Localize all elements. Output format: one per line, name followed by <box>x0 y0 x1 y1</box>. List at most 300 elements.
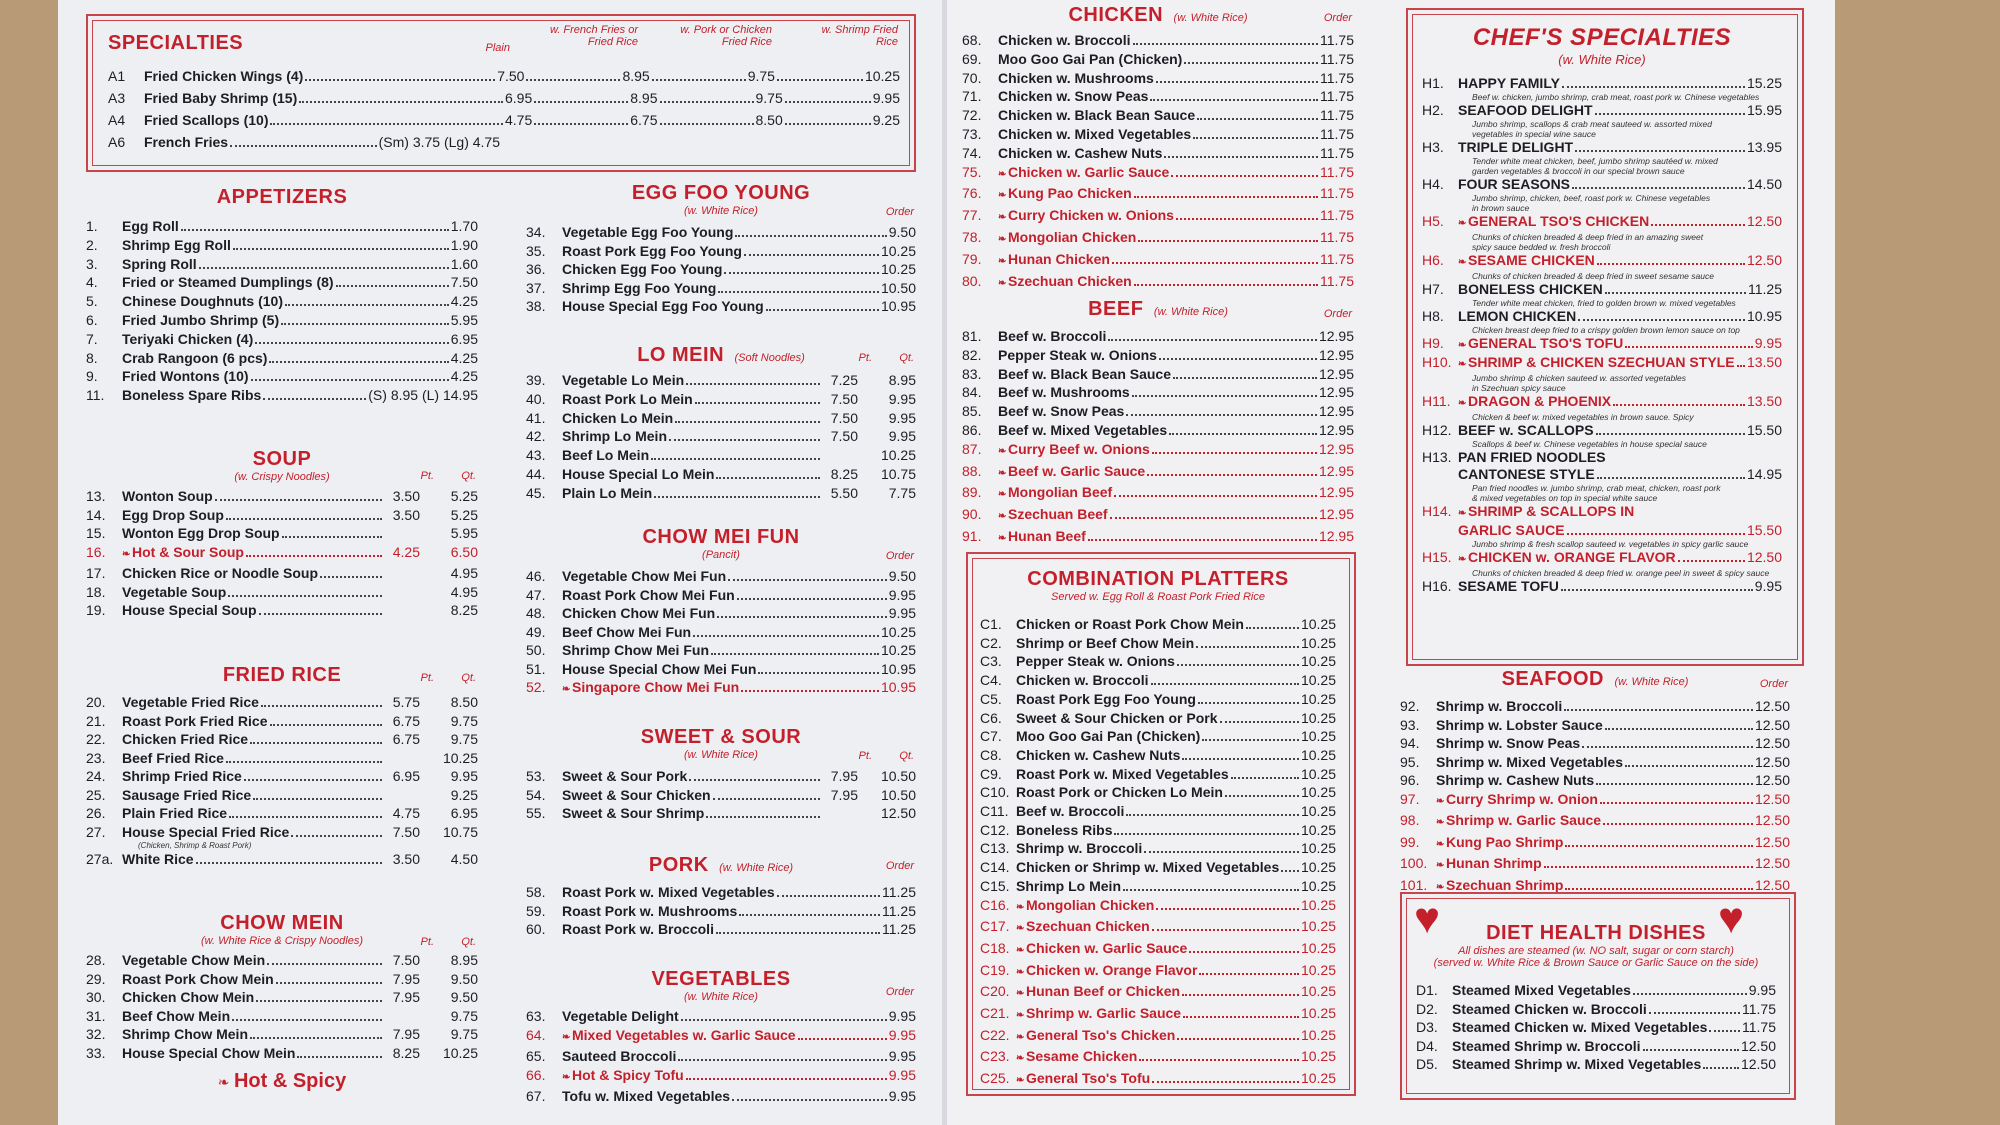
dot-leader <box>1176 218 1318 220</box>
menu-item-row <box>980 1047 1336 1069</box>
dot-leader <box>1199 973 1299 975</box>
item-price: 11.75 <box>1320 250 1354 267</box>
menu-item-row <box>962 228 1354 250</box>
item-price: 12.95 <box>1318 346 1354 363</box>
menu-item-row <box>1422 281 1782 298</box>
chili-icon: ❧ <box>1458 508 1467 519</box>
item-name-text: Moo Goo Gai Pan (Chicken) <box>1016 728 1201 745</box>
item-name <box>998 483 1112 505</box>
item-price: 12.50 <box>1754 876 1790 893</box>
dot-leader <box>686 1078 887 1080</box>
item-number: 30. <box>86 989 106 1005</box>
menu-item-row <box>526 1026 916 1048</box>
item-name <box>562 390 693 409</box>
menu-item-row <box>526 446 916 465</box>
menu-item-row <box>1416 1037 1776 1056</box>
sweet-sour-title: SWEET & SOUR <box>640 726 802 748</box>
menu-item-row <box>108 65 900 87</box>
menu-item-row <box>526 409 916 428</box>
item-name <box>1436 697 1562 716</box>
menu-item-row <box>962 69 1354 88</box>
item-name <box>122 524 280 543</box>
item-price: 10.25 <box>1300 765 1336 782</box>
specialties-list <box>108 65 900 153</box>
item-number: 31. <box>86 1007 106 1024</box>
dot-leader <box>246 555 382 557</box>
item-name-text: General Tso's Tofu <box>1026 1070 1151 1087</box>
item-name-text: Mongolian Beef <box>1008 484 1113 501</box>
item-price: 4.25 <box>450 293 478 310</box>
seafood-col: Order <box>1759 678 1788 690</box>
item-price: 10.25 <box>864 68 900 84</box>
item-name <box>998 327 1106 346</box>
item-price-pt: 7.95 <box>392 989 420 1005</box>
item-description: & mixed vegetables on top in special white sauce <box>1472 493 1658 503</box>
item-number: 51. <box>526 660 546 677</box>
item-price: 12.50 <box>1754 833 1790 850</box>
item-name-continued: GARLIC SAUCE <box>1458 522 1565 538</box>
item-name <box>998 31 1131 50</box>
dot-leader <box>1110 517 1317 519</box>
item-name <box>998 421 1167 440</box>
chili-icon: ❧ <box>1436 795 1445 807</box>
menu-item-row <box>1422 393 1782 412</box>
item-name <box>122 730 248 749</box>
dot-leader <box>1108 339 1317 341</box>
chili-icon: ❧ <box>1458 398 1467 409</box>
item-number: 55. <box>526 805 546 821</box>
fried-rice-col-qt: Qt. <box>461 672 476 684</box>
item-number: C16. <box>980 896 1010 913</box>
item-price: 10.25 <box>1300 803 1336 820</box>
dot-leader <box>226 761 382 763</box>
item-price: 11.25 <box>882 902 916 919</box>
item-price: 11.75 <box>1742 1000 1776 1017</box>
item-name-text: House Special Chow Mein <box>122 1044 296 1061</box>
item-price-qt: 9.50 <box>450 970 478 987</box>
item-number: 81. <box>962 328 982 344</box>
lo-mein-subtitle: (Soft Noodles) <box>734 352 805 364</box>
menu-item-row <box>962 365 1354 384</box>
item-name <box>1436 854 1542 876</box>
item-name-text: Steamed Mixed Vegetables <box>1452 982 1631 998</box>
diet-subtitle-2: (served w. White Rice & Brown Sauce or Garlic Sauce on the side) <box>1433 957 1759 969</box>
menu-item-row <box>86 1044 478 1063</box>
chili-icon: ❧ <box>998 233 1007 245</box>
item-number: 19. <box>86 602 106 618</box>
item-name-text: Shrimp Chow Mein <box>122 1026 248 1042</box>
item-price: 9.75 <box>747 68 775 84</box>
chili-icon: ❧ <box>1458 218 1467 229</box>
item-name-text: Kung Pao Chicken <box>1008 185 1132 202</box>
dot-leader <box>1600 802 1753 804</box>
item-name-text: Beef w. Black Bean Sauce <box>998 365 1172 382</box>
appetizers-list <box>86 217 478 405</box>
dot-leader <box>1567 533 1745 535</box>
item-price: 10.25 <box>1300 821 1336 838</box>
item-name <box>122 564 318 583</box>
item-price: 11.75 <box>1320 107 1354 124</box>
item-name <box>1458 549 1676 568</box>
item-name-text: TRIPLE DELIGHT <box>1458 139 1574 155</box>
specialties-col-shrimp: w. Shrimp Fried Rice <box>821 24 898 48</box>
dot-leader <box>1138 240 1318 242</box>
chili-icon: ❧ <box>1016 901 1025 913</box>
dot-leader <box>744 254 879 256</box>
vegetables-list <box>526 1007 916 1106</box>
dot-leader <box>229 816 382 818</box>
item-name <box>1016 615 1244 634</box>
item-name-text: Vegetable Soup <box>122 583 227 600</box>
dot-leader <box>681 1019 887 1021</box>
menu-item-row <box>526 786 916 805</box>
lo-mein-section <box>526 344 916 503</box>
menu-item-row <box>1416 981 1776 1000</box>
menu-item-row <box>962 527 1354 549</box>
item-name-text: Szechuan Chicken <box>1026 918 1150 935</box>
item-name-text: Hunan Beef or Chicken <box>1026 983 1181 1000</box>
item-price-qt: 6.95 <box>450 805 478 821</box>
menu-item-row <box>1400 790 1790 812</box>
item-name-text: Boneless Spare Ribs <box>122 387 262 404</box>
dot-leader <box>739 914 880 916</box>
chili-icon: ❧ <box>998 467 1007 479</box>
item-name <box>562 297 764 316</box>
dot-leader <box>320 576 382 578</box>
item-name <box>122 823 289 842</box>
item-name-text: Egg Drop Soup <box>122 506 224 523</box>
item-number: 84. <box>962 384 982 401</box>
item-number: 28. <box>86 952 106 968</box>
item-price: 12.95 <box>1318 506 1354 523</box>
menu-item-row <box>962 125 1354 144</box>
item-number: 22. <box>86 731 106 747</box>
item-number: C17. <box>980 918 1010 935</box>
item-name-text: Roast Pork Fried Rice <box>122 712 268 729</box>
dot-leader <box>737 598 887 600</box>
menu-item-row <box>1422 102 1782 119</box>
item-number: H6. <box>1422 252 1444 268</box>
item-number: 25. <box>86 786 106 803</box>
menu-item-row <box>86 988 478 1007</box>
item-price: 15.95 <box>1746 102 1782 118</box>
item-price: 13.95 <box>1746 139 1782 155</box>
menu-item-row <box>526 371 916 390</box>
item-name-text: SESAME CHICKEN <box>1468 252 1595 268</box>
menu-item-row <box>962 184 1354 206</box>
dot-leader <box>261 705 382 707</box>
item-price: 9.50 <box>888 224 916 240</box>
menu-item-row <box>86 543 478 565</box>
item-name-text: FOUR SEASONS <box>1458 176 1571 192</box>
menu-item-row <box>980 690 1336 709</box>
item-price-qt: 10.50 <box>880 786 916 803</box>
dot-leader <box>1126 414 1317 416</box>
item-name <box>998 250 1110 272</box>
hot-spicy-legend-label: Hot & Spicy <box>233 1070 347 1092</box>
item-number: C22. <box>980 1026 1010 1043</box>
item-number: 26. <box>86 805 106 821</box>
item-name-text: Roast Pork Chow Mein <box>122 970 274 987</box>
item-price: 9.75 <box>755 90 783 106</box>
menu-item-row <box>526 623 916 642</box>
chow-mein-col-pt: Pt. <box>420 936 434 948</box>
item-name <box>122 255 197 274</box>
item-price: 9.95 <box>1754 335 1782 351</box>
dot-leader <box>259 613 382 615</box>
menu-item-row <box>86 730 478 749</box>
item-number: C23. <box>980 1048 1010 1065</box>
item-name-text: Roast Pork Lo Mein <box>562 390 693 407</box>
item-name-text: Beef w. Snow Peas <box>998 403 1125 420</box>
item-number: 11. <box>86 387 105 404</box>
item-description: garden vegetables & broccoli in our special brown sauce <box>1472 166 1685 176</box>
dot-leader <box>1625 346 1752 348</box>
item-price-qt: 10.25 <box>880 447 916 464</box>
menu-item-row <box>980 982 1336 1004</box>
dot-leader <box>255 342 449 344</box>
item-price: 12.50 <box>1740 1037 1776 1054</box>
item-price: 10.25 <box>1300 918 1336 935</box>
dot-leader <box>228 595 382 597</box>
item-number: H4. <box>1422 176 1444 192</box>
item-name <box>122 506 224 525</box>
menu-item-row <box>962 346 1354 365</box>
dot-leader <box>1151 683 1299 685</box>
item-name <box>998 527 1086 549</box>
item-name <box>1436 833 1563 855</box>
item-name-text: Beef Chow Mein <box>122 1007 231 1024</box>
item-price: 14.95 <box>1746 466 1782 482</box>
item-price: 10.25 <box>880 261 916 277</box>
item-name-text: Roast Pork or Chicken Lo Mein <box>1016 784 1223 801</box>
item-name <box>122 386 261 405</box>
item-name <box>1016 982 1180 1004</box>
item-number: 20. <box>86 694 106 710</box>
item-number: C12. <box>980 821 1010 838</box>
item-name <box>562 446 649 465</box>
item-number: C3. <box>980 653 1002 670</box>
item-name-text: Beef w. Broccoli <box>998 328 1107 344</box>
item-name-text: Pepper Steak w. Onions <box>1016 653 1175 670</box>
item-price-qt: 6.50 <box>450 543 478 560</box>
dot-leader <box>660 123 754 125</box>
item-price: 10.25 <box>1300 634 1336 651</box>
item-price: 10.25 <box>1300 690 1336 707</box>
dot-leader <box>1595 113 1745 115</box>
dot-leader <box>1132 395 1317 397</box>
chili-icon: ❧ <box>122 548 131 560</box>
dot-leader <box>1578 319 1745 321</box>
item-name-text: Roast Pork w. Mixed Vegetables <box>562 884 775 900</box>
item-name <box>1016 802 1124 821</box>
menu-item-row <box>86 273 478 292</box>
item-number: 93. <box>1400 716 1420 733</box>
dot-leader <box>230 145 377 147</box>
item-name <box>1016 783 1223 802</box>
item-price: 13.50 <box>1746 354 1782 370</box>
menu-fold <box>942 0 947 1125</box>
dot-leader <box>256 1000 382 1002</box>
item-price-qt: 4.50 <box>450 851 478 867</box>
item-name <box>998 365 1171 384</box>
chow-mein-col-qt: Qt. <box>461 936 476 948</box>
dot-leader <box>1582 746 1753 748</box>
item-price: 1.70 <box>450 218 478 234</box>
item-number: C7. <box>980 728 1002 745</box>
dot-leader <box>1625 765 1753 767</box>
item-price: 12.95 <box>1318 484 1354 501</box>
item-number: 92. <box>1400 698 1420 714</box>
item-name: Fried Scallops (10) <box>144 112 269 128</box>
menu-item-row <box>980 746 1336 765</box>
menu-item-row <box>86 311 478 330</box>
item-number: 67. <box>526 1088 546 1104</box>
dot-leader <box>1152 452 1317 454</box>
menu-item-row <box>1422 335 1782 354</box>
item-name <box>122 693 259 712</box>
item-name <box>1452 981 1631 1000</box>
item-price-qt: 9.75 <box>450 731 478 747</box>
item-price: 10.95 <box>880 298 916 314</box>
menu-item-row <box>86 349 478 368</box>
item-name-text: House Special Fried Rice <box>122 823 290 840</box>
item-name-text: Beef w. Garlic Sauce <box>1008 462 1146 479</box>
chili-icon: ❧ <box>998 212 1007 224</box>
dot-leader <box>1177 664 1299 666</box>
menu-item-row <box>962 206 1354 228</box>
dot-leader <box>1189 951 1299 953</box>
soup-list <box>86 487 478 620</box>
item-name-text: Steamed Chicken w. Mixed Vegetables <box>1452 1019 1708 1035</box>
item-price-pt: 4.75 <box>392 805 420 821</box>
item-price-pt: 7.50 <box>830 409 858 426</box>
dot-leader <box>1643 1049 1739 1051</box>
item-name-text: House Special Soup <box>122 602 257 618</box>
menu-item-row <box>962 272 1354 294</box>
item-price: 15.25 <box>1746 75 1782 91</box>
item-name <box>1016 917 1150 939</box>
item-number: 36. <box>526 261 546 277</box>
item-name <box>1458 176 1570 193</box>
dot-leader <box>251 379 449 381</box>
seafood-list <box>1400 697 1790 897</box>
item-price: 10.25 <box>880 623 916 640</box>
item-number: H11. <box>1422 393 1451 409</box>
item-number: 63. <box>526 1008 546 1024</box>
item-price-qt: 9.95 <box>888 428 916 445</box>
menu-item-row <box>1400 734 1790 753</box>
item-number: 15. <box>86 525 106 541</box>
menu-item-row <box>1400 771 1790 790</box>
item-number: 1. <box>86 218 98 234</box>
item-price: 15.50 <box>1746 522 1782 538</box>
item-number: 21. <box>86 712 106 729</box>
item-price: 4.75 <box>505 112 533 128</box>
item-name <box>1016 821 1112 840</box>
item-name <box>998 50 1182 69</box>
item-name <box>122 804 227 823</box>
soup-col-qt: Qt. <box>461 470 476 482</box>
item-name-text: Mongolian Chicken <box>1026 896 1155 913</box>
item-name <box>562 1007 679 1026</box>
menu-item-row <box>1416 1055 1776 1074</box>
menu-item-row <box>1416 1018 1776 1037</box>
item-name-text: Vegetable Chow Mei Fun <box>562 568 727 584</box>
item-name <box>562 1066 684 1088</box>
menu-item-row <box>526 567 916 586</box>
item-price: 9.95 <box>888 605 916 621</box>
item-price: 12.50 <box>1754 753 1790 770</box>
item-name-text: SESAME TOFU <box>1458 578 1559 594</box>
dot-leader <box>669 439 820 441</box>
dot-leader <box>652 79 746 81</box>
dot-leader <box>233 248 449 250</box>
sweet-sour-col-pt: Pt. <box>858 750 872 762</box>
item-name <box>1016 671 1149 690</box>
item-number: 66. <box>526 1066 546 1083</box>
dot-leader <box>1150 99 1318 101</box>
dot-leader <box>1184 62 1318 64</box>
chefs-section <box>1422 24 1782 595</box>
dot-leader <box>276 982 382 984</box>
item-name <box>562 409 673 428</box>
item-name-text: Shrimp w. Garlic Sauce <box>1446 812 1602 828</box>
item-name: French Fries <box>144 134 229 150</box>
item-number: C19. <box>980 961 1010 978</box>
dot-leader <box>282 536 382 538</box>
item-number: C5. <box>980 690 1002 707</box>
lo-mein-col-pt: Pt. <box>858 352 872 364</box>
dot-leader <box>1196 646 1299 648</box>
item-number: C20. <box>980 983 1010 1000</box>
item-price: 8.95 <box>630 90 658 106</box>
pork-subtitle: (w. White Rice) <box>719 862 794 874</box>
item-name <box>1452 1018 1707 1037</box>
item-number: C1. <box>980 616 1002 632</box>
dot-leader <box>660 101 754 103</box>
dot-leader <box>1134 284 1318 286</box>
chefs-subtitle: (w. White Rice) <box>1558 52 1646 67</box>
item-number: 58. <box>526 884 546 900</box>
dot-leader <box>1565 845 1753 847</box>
menu-item-row <box>1422 308 1782 325</box>
item-name-text: Hunan Chicken <box>1008 250 1110 267</box>
item-description: spicy sauce bedded w. fresh broccoli <box>1472 242 1611 252</box>
item-number: D3. <box>1416 1019 1438 1035</box>
item-name-text: Tofu w. Mixed Vegetables <box>562 1088 731 1104</box>
item-price-qt: 8.95 <box>888 372 916 388</box>
chili-icon: ❧ <box>998 255 1007 267</box>
item-number: 76. <box>962 185 982 202</box>
item-number: 32. <box>86 1026 106 1042</box>
chicken-subtitle: (w. White Rice) <box>1173 12 1248 24</box>
item-number: 53. <box>526 768 546 784</box>
chili-icon: ❧ <box>1016 1031 1025 1043</box>
item-name-text: Vegetable Lo Mein <box>562 372 685 388</box>
item-name-text: Chicken Chow Mein <box>122 989 255 1005</box>
item-price: 12.95 <box>1318 328 1354 344</box>
item-price: 10.25 <box>1300 784 1336 801</box>
item-price: 9.95 <box>888 1008 916 1024</box>
dot-leader <box>1114 495 1317 497</box>
item-number: 94. <box>1400 735 1420 751</box>
item-name-text: Shrimp w. Snow Peas <box>1436 735 1581 751</box>
item-price: 9.95 <box>888 1088 916 1104</box>
chili-icon: ❧ <box>562 1031 571 1043</box>
dot-leader <box>777 895 880 897</box>
item-name-text: White Rice <box>122 851 194 867</box>
